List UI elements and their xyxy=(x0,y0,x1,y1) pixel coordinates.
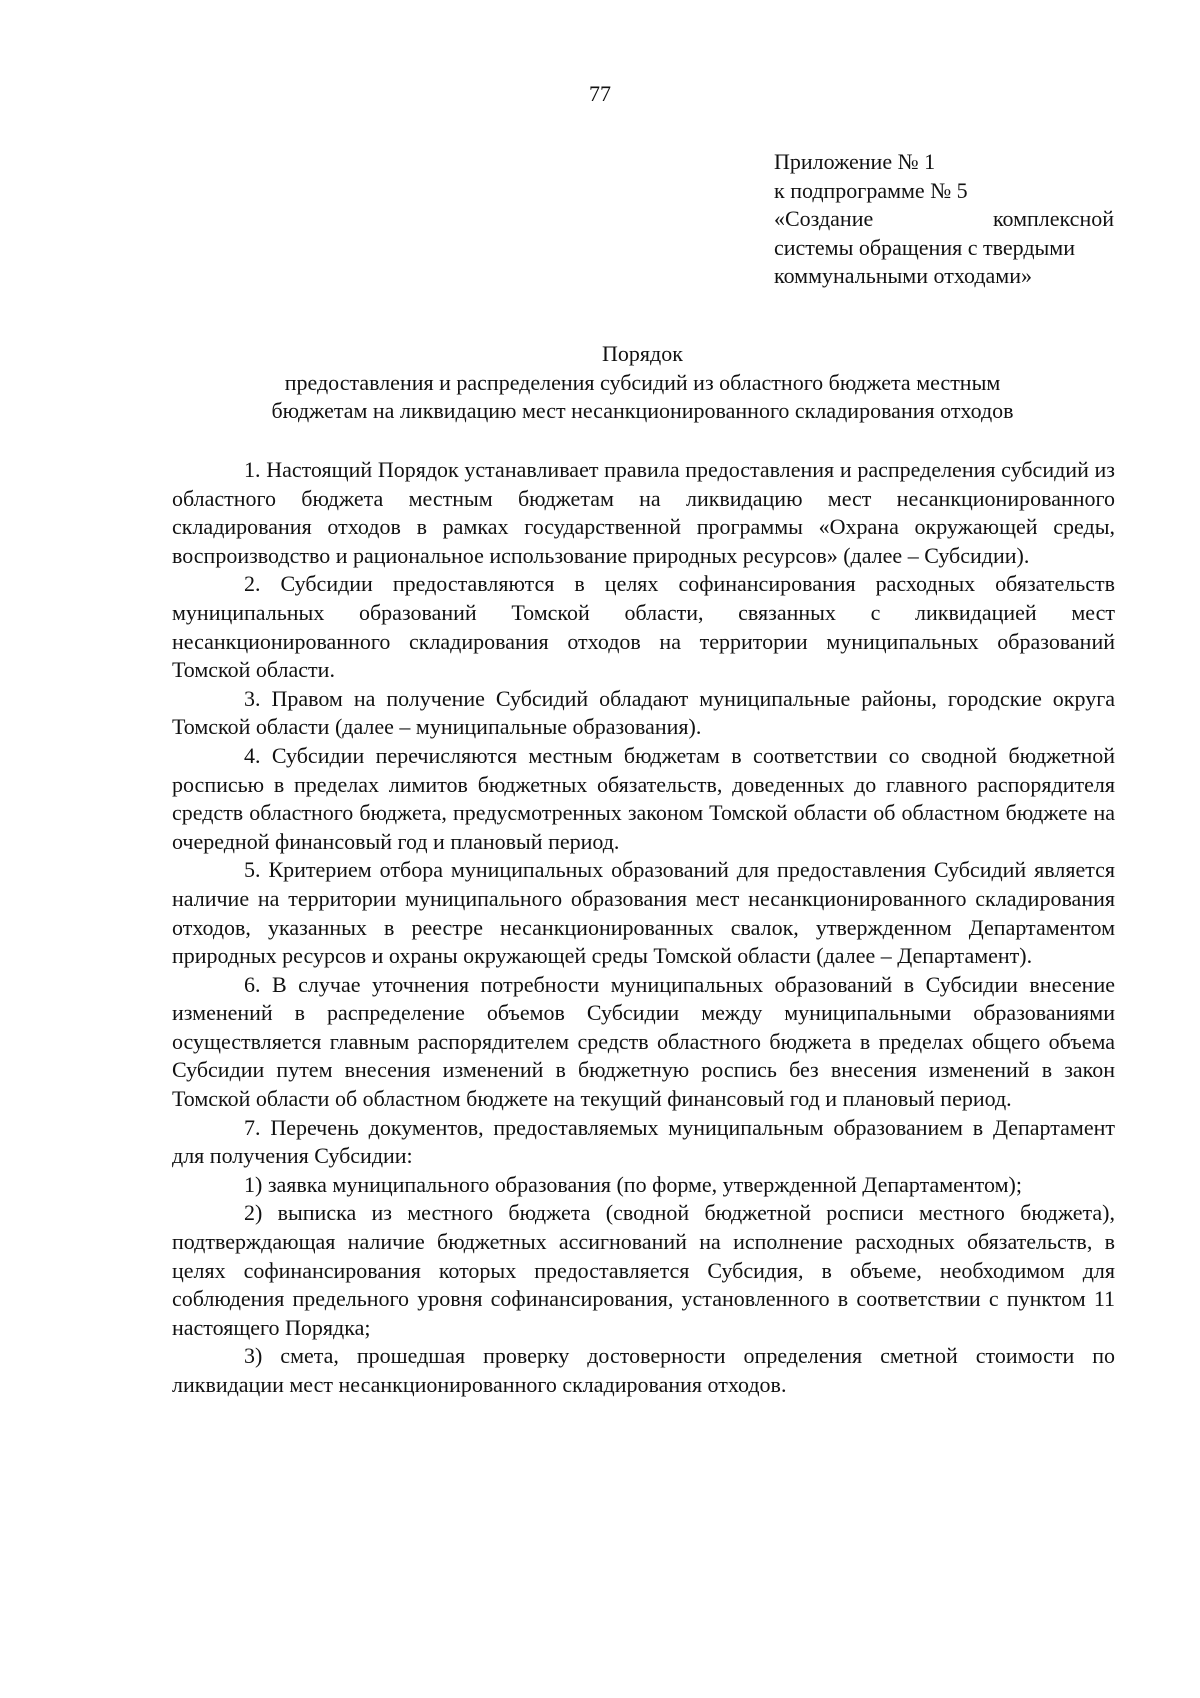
paragraph: 6. В случае уточнения потребности муниципальных образований в Субсидии внесение изменений в распределение объемов Субсидии между муниципальными образованиями осуществляется главным распорядителем средств областного бюджета в пределах общего объема Субсидии путем внесения изменений в бюджетную роспись без внесения изменений в закон Томской области об областном бюджете на текущий финансовый год и плановый период. xyxy=(172,971,1115,1112)
title-subtitle-line: предоставления и распределения субсидий из областного бюджета местным xyxy=(284,369,1001,395)
appendix-line: коммунальными отходами» xyxy=(774,263,1032,288)
paragraph: 3. Правом на получение Субсидий обладают муниципальные районы, городские округа Томской области (далее – муниципальные образования). xyxy=(172,685,1115,740)
appendix-line: «Создание комплексной xyxy=(774,206,1114,231)
paragraph: 7. Перечень документов, предоставляемых муниципальным образованием в Департамент для получения Субсидии: xyxy=(172,1114,1115,1169)
document-body xyxy=(172,456,1115,1400)
document-title xyxy=(170,340,1115,426)
paragraph: 4. Субсидии перечисляются местным бюджетам в соответствии со сводной бюджетной росписью в пределах лимитов бюджетных обязательств, доведенных до главного распорядителя средств областного бюджета, предусмотренных законом Томской области об областном бюджете на очередной финансовый год и плановый период. xyxy=(172,742,1115,854)
paragraph: 1. Настоящий Порядок устанавливает правила предоставления и распределения субсидий из областного бюджета местным бюджетам на ликвидацию мест несанкционированного складирования отходов в рамках государственной программы «Охрана окружающей среды, воспроизводство и рациональное использование природных ресурсов» (далее – Субсидии). xyxy=(172,457,1115,568)
page-number: 77 xyxy=(589,81,611,106)
paragraph: 2. Субсидии предоставляются в целях софинансирования расходных обязательств муниципальных образований Томской области, связанных с ликвидацией мест несанкционированного складирования отходов на территории муниципальных образований Томской области. xyxy=(172,571,1115,683)
appendix-line: к подпрограмме № 5 xyxy=(774,177,968,203)
list-item: 3) смета, прошедшая проверку достоверности определения сметной стоимости по ликвидации мест несанкционированного складирования отходов. xyxy=(172,1343,1115,1397)
appendix-note xyxy=(774,148,1114,291)
paragraph: 5. Критерием отбора муниципальных образований для предоставления Субсидий является наличие на территории муниципального образования мест несанкционированного складирования отходов, указанных в реестре несанкционированных свалок, утвержденном Департаментом природных ресурсов и охраны окружающей среды Томской области (далее – Департамент). xyxy=(172,857,1115,969)
appendix-line: Приложение № 1 xyxy=(774,149,936,174)
list-item: 2) выписка из местного бюджета (сводной бюджетной росписи местного бюджета), подтверждающая наличие бюджетных ассигнований на исполнение расходных обязательств, в целях софинансирования которых предоставляется Субсидия, в объеме, необходимом для соблюдения предельного уровня софинансирования, установленного в соответствии с пунктом 11 настоящего Порядка; xyxy=(172,1200,1115,1340)
title-subtitle-line: бюджетам на ликвидацию мест несанкционированного складирования отходов xyxy=(271,398,1014,423)
list-item: 1) заявка муниципального образования (по форме, утвержденной Департаментом); xyxy=(244,1171,1022,1197)
appendix-line: системы обращения с твердыми xyxy=(774,234,1075,260)
title-heading: Порядок xyxy=(602,341,683,366)
